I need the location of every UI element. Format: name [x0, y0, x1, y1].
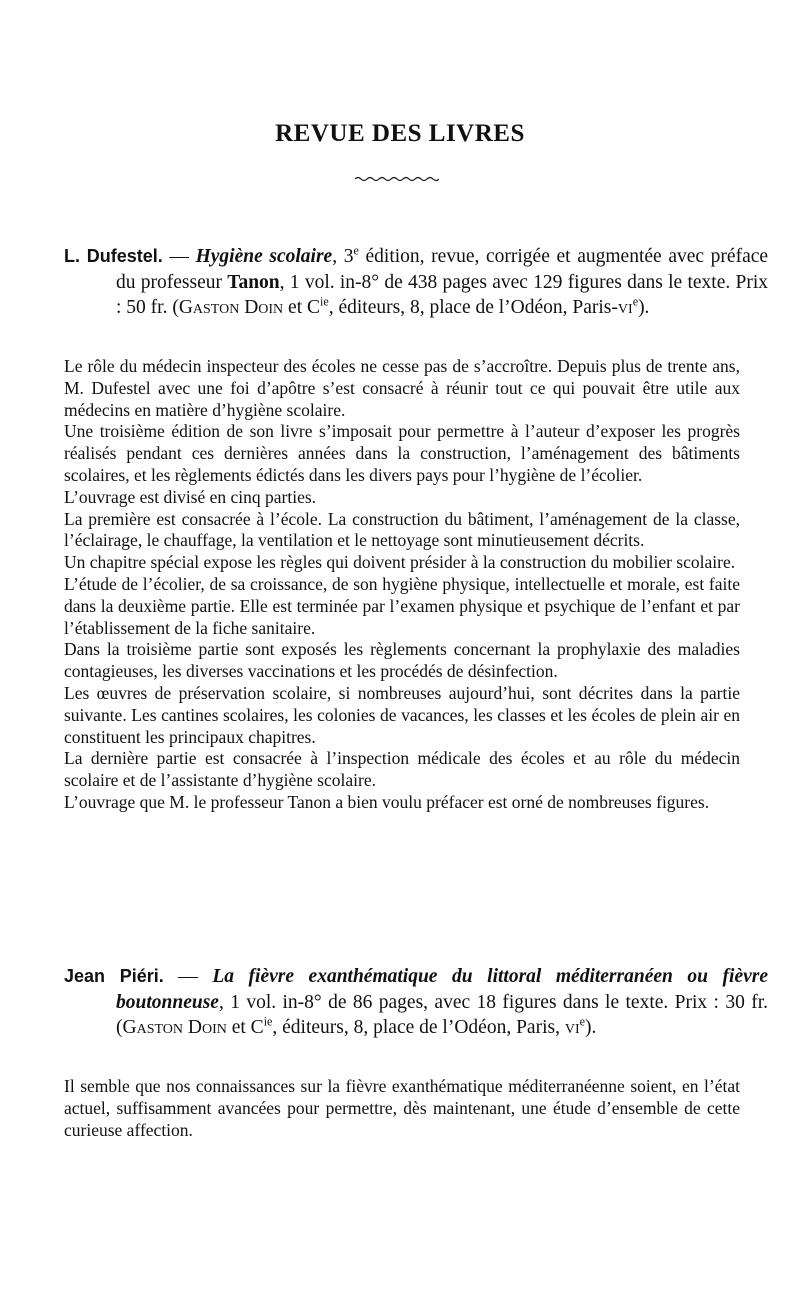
review-1-paragraph: Les œuvres de préservation scolaire, si nombreuses aujourd’hui, sont décrites dans la partie suivante. Les cantines scolaires, les colonies de vacances, les classes et les écoles de plein air en constituent les principaux chapitres. — [64, 682, 740, 747]
review-2-sup-b: ie — [263, 1014, 273, 1029]
review-1-detail-d: et C — [283, 297, 321, 319]
review-1-paragraph: La première est consacrée à l’école. La construction du bâtiment, l’aménagement de la classe, l’éclairage, le chauffage, la ventilation et le nettoyage sont minutieusement décrits. — [64, 508, 740, 551]
review-2-dash: — — [163, 966, 213, 987]
review-2-heading — [64, 964, 768, 1041]
review-1-detail-e: , éditeurs, 8, place de l’Odéon, Paris- — [328, 297, 618, 319]
review-1-heading — [64, 244, 768, 321]
review-1-body — [64, 356, 740, 814]
page-title: REVUE DES LIVRES — [275, 120, 525, 147]
review-1-detail-c: , 1 vol. in-8° de 438 pages avec 129 figures dans le texte. Prix : 50 fr. ( — [116, 271, 768, 319]
review-2-detail-b: et C — [226, 1017, 264, 1039]
review-1-sup-e: e — [632, 294, 639, 309]
review-1-sup-a: e — [353, 243, 359, 258]
review-1-paragraph: L’ouvrage que M. le professeur Tanon a bien voulu préfacer est orné de nombreuses figures. — [64, 791, 710, 812]
review-1-book-title: Hygiène scolaire — [195, 246, 333, 267]
review-1-publisher: Gaston Doin — [178, 297, 284, 319]
review-2-paragraph: Il semble que nos connaissances sur la fièvre exanthématique méditerranéenne soient, en l’état actuel, suffisamment avancées pour permettre, dès maintenant, une étude d’ensemble de cette curieuse affection. — [64, 1076, 740, 1140]
review-1-detail-a: , 3 — [332, 246, 354, 267]
review-1-paragraph: L’ouvrage est divisé en cinq parties. — [64, 486, 317, 507]
review-1-paragraph: Une troisième édition de son livre s’imposait pour permettre à l’auteur d’exposer les progrès réalisés pendant ces dernières années dans la construction, l’aménagement des bâtiments scolaires, et les règlements édictés dans les divers pays pour l’hygiène de l’écolier. — [64, 421, 740, 485]
review-1-paragraph: Le rôle du médecin inspecteur des écoles ne cesse pas de s’accroître. Depuis plus de trente ans, M. Dufestel avec une foi d’apôtre s’est consacré à réunir tout ce qui pouvait être utile aux médecins en matière d’hygiène scolaire. — [64, 356, 740, 420]
review-2-detail-c: , éditeurs, 8, place de l’Odéon, Paris, — [272, 1017, 565, 1039]
review-1-preface-author: Tanon — [227, 271, 280, 293]
review-1-paragraph: L’étude de l’écolier, de sa croissance, de son hygiène physique, intellectuelle et morale, est faite dans la deuxième partie. Elle est terminée par l’examen physique et psychique de l’enfant et par l’établissement de la fiche sanitaire. — [64, 573, 740, 638]
review-1-sup-d: ie — [320, 294, 329, 309]
review-1-detail-f: ). — [638, 297, 650, 319]
review-1-detail-b: édition, revue, corrigée et augmentée avec préface du professeur — [116, 246, 769, 293]
review-2-detail-d: ). — [584, 1017, 597, 1039]
review-2-author: Jean Piéri. — [64, 966, 164, 986]
review-2-detail-a: , 1 vol. in-8° de 86 pages, avec 18 figures dans le texte. Prix : 30 fr. ( — [116, 991, 768, 1039]
review-2-sup-c: e — [579, 1014, 585, 1029]
title-ornament — [355, 176, 439, 182]
review-1-author: L. Dufestel. — [64, 246, 163, 266]
review-2-book-title: La fièvre exanthématique du littoral méditerranéen ou fièvre boutonneuse — [116, 966, 769, 1013]
review-1-dash: — — [162, 246, 196, 267]
review-2-body — [64, 1076, 740, 1141]
review-1-paragraph: Un chapitre spécial expose les règles qui doivent présider à la construction du mobilier scolaire. — [64, 552, 736, 573]
review-2-publisher: Gaston Doin — [122, 1017, 227, 1039]
review-1-paragraph: Dans la troisième partie sont exposés les règlements concernant la prophylaxie des maladies contagieuses, les diverses vaccinations et les procédés de désinfection. — [64, 639, 740, 682]
review-2-arrondissement: vi — [564, 1017, 580, 1039]
review-1-arrondissement: vi — [617, 297, 633, 319]
review-1-paragraph: La dernière partie est consacrée à l’inspection médicale des écoles et au rôle du médecin scolaire et de l’assistante d’hygiène scolaire. — [64, 748, 740, 791]
